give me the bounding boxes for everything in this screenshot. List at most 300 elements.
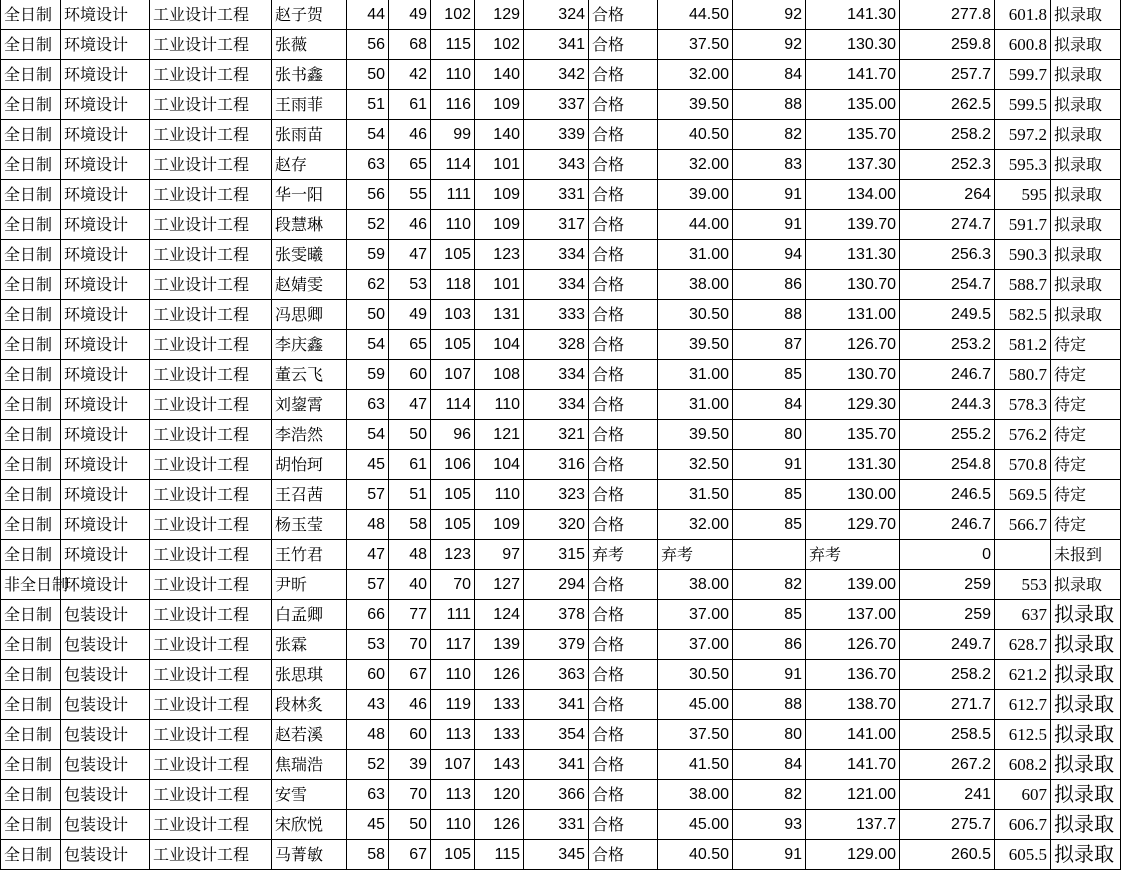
cell-major: 包装设计 — [61, 810, 150, 840]
cell-final-total: 637 — [995, 600, 1051, 630]
cell-discipline: 工业设计工程 — [150, 600, 272, 630]
cell-score-a: 37.00 — [658, 600, 733, 630]
cell-review-result: 合格 — [589, 510, 658, 540]
cell-score-2: 61 — [389, 450, 431, 480]
cell-name: 赵子贺 — [272, 0, 347, 30]
cell-score-2: 46 — [389, 210, 431, 240]
cell-score-3: 111 — [431, 180, 475, 210]
cell-score-c: 129.00 — [806, 840, 900, 870]
cell-name: 张霖 — [272, 630, 347, 660]
cell-score-1: 51 — [347, 90, 389, 120]
cell-score-4: 133 — [475, 720, 524, 750]
cell-initial-total: 320 — [524, 510, 589, 540]
cell-review-result: 合格 — [589, 570, 658, 600]
cell-study-mode: 全日制 — [1, 480, 61, 510]
cell-admission-status: 拟录取 — [1051, 840, 1121, 870]
cell-score-b: 85 — [733, 510, 806, 540]
cell-review-result: 合格 — [589, 810, 658, 840]
cell-score-3: 118 — [431, 270, 475, 300]
cell-score-3: 119 — [431, 690, 475, 720]
cell-review-result: 合格 — [589, 120, 658, 150]
cell-score-b: 91 — [733, 660, 806, 690]
cell-review-result: 合格 — [589, 600, 658, 630]
cell-score-2: 46 — [389, 690, 431, 720]
cell-score-1: 45 — [347, 450, 389, 480]
cell-score-a: 31.50 — [658, 480, 733, 510]
cell-score-4: 109 — [475, 180, 524, 210]
cell-admission-status: 拟录取 — [1051, 150, 1121, 180]
cell-score-c: 137.30 — [806, 150, 900, 180]
cell-retest-total: 267.2 — [900, 750, 995, 780]
cell-retest-total: 246.7 — [900, 360, 995, 390]
cell-score-b: 92 — [733, 30, 806, 60]
cell-major: 环境设计 — [61, 90, 150, 120]
cell-discipline: 工业设计工程 — [150, 90, 272, 120]
cell-admission-status: 待定 — [1051, 360, 1121, 390]
cell-name: 段林炙 — [272, 690, 347, 720]
table-row — [1, 60, 1121, 90]
cell-score-3: 115 — [431, 30, 475, 60]
cell-retest-total: 252.3 — [900, 150, 995, 180]
cell-score-c: 弃考 — [806, 540, 900, 570]
cell-major: 环境设计 — [61, 510, 150, 540]
cell-score-4: 133 — [475, 690, 524, 720]
cell-score-c: 131.30 — [806, 240, 900, 270]
cell-final-total: 595.3 — [995, 150, 1051, 180]
cell-name: 段慧琳 — [272, 210, 347, 240]
cell-admission-status: 拟录取 — [1051, 570, 1121, 600]
cell-score-c: 141.30 — [806, 0, 900, 30]
cell-score-1: 48 — [347, 720, 389, 750]
cell-major: 环境设计 — [61, 300, 150, 330]
cell-initial-total: 363 — [524, 660, 589, 690]
cell-initial-total: 334 — [524, 360, 589, 390]
cell-major: 环境设计 — [61, 360, 150, 390]
cell-score-3: 116 — [431, 90, 475, 120]
cell-score-4: 110 — [475, 390, 524, 420]
cell-initial-total: 321 — [524, 420, 589, 450]
cell-initial-total: 334 — [524, 240, 589, 270]
cell-discipline: 工业设计工程 — [150, 840, 272, 870]
cell-score-1: 56 — [347, 180, 389, 210]
cell-study-mode: 全日制 — [1, 660, 61, 690]
cell-score-2: 60 — [389, 360, 431, 390]
cell-admission-status: 拟录取 — [1051, 30, 1121, 60]
cell-score-4: 109 — [475, 90, 524, 120]
cell-score-1: 54 — [347, 120, 389, 150]
cell-score-4: 139 — [475, 630, 524, 660]
cell-discipline: 工业设计工程 — [150, 780, 272, 810]
cell-admission-status: 待定 — [1051, 480, 1121, 510]
cell-discipline: 工业设计工程 — [150, 270, 272, 300]
cell-name: 杨玉莹 — [272, 510, 347, 540]
table-row — [1, 120, 1121, 150]
cell-score-2: 42 — [389, 60, 431, 90]
cell-score-4: 140 — [475, 60, 524, 90]
cell-name: 焦瑞浩 — [272, 750, 347, 780]
cell-discipline: 工业设计工程 — [150, 480, 272, 510]
cell-admission-status: 拟录取 — [1051, 600, 1121, 630]
cell-score-b: 88 — [733, 690, 806, 720]
cell-final-total: 590.3 — [995, 240, 1051, 270]
cell-initial-total: 334 — [524, 270, 589, 300]
cell-name: 白孟卿 — [272, 600, 347, 630]
cell-name: 张雯曦 — [272, 240, 347, 270]
cell-score-3: 106 — [431, 450, 475, 480]
cell-study-mode: 全日制 — [1, 120, 61, 150]
cell-score-a: 38.00 — [658, 570, 733, 600]
cell-score-c: 126.70 — [806, 330, 900, 360]
cell-admission-status: 拟录取 — [1051, 720, 1121, 750]
cell-score-2: 49 — [389, 0, 431, 30]
cell-score-1: 56 — [347, 30, 389, 60]
cell-score-c: 137.7 — [806, 810, 900, 840]
cell-initial-total: 342 — [524, 60, 589, 90]
cell-final-total: 588.7 — [995, 270, 1051, 300]
cell-retest-total: 254.7 — [900, 270, 995, 300]
cell-retest-total: 275.7 — [900, 810, 995, 840]
cell-score-2: 70 — [389, 780, 431, 810]
table-row — [1, 480, 1121, 510]
cell-final-total: 566.7 — [995, 510, 1051, 540]
cell-score-3: 107 — [431, 360, 475, 390]
cell-discipline: 工业设计工程 — [150, 180, 272, 210]
table-row — [1, 300, 1121, 330]
cell-review-result: 合格 — [589, 300, 658, 330]
cell-discipline: 工业设计工程 — [150, 450, 272, 480]
cell-study-mode: 全日制 — [1, 540, 61, 570]
cell-final-total: 606.7 — [995, 810, 1051, 840]
cell-score-c: 141.70 — [806, 60, 900, 90]
cell-score-c: 141.70 — [806, 750, 900, 780]
cell-score-4: 124 — [475, 600, 524, 630]
cell-score-4: 121 — [475, 420, 524, 450]
cell-review-result: 弃考 — [589, 540, 658, 570]
cell-score-2: 53 — [389, 270, 431, 300]
cell-score-1: 43 — [347, 690, 389, 720]
cell-score-a: 37.50 — [658, 720, 733, 750]
cell-score-1: 48 — [347, 510, 389, 540]
cell-score-b: 94 — [733, 240, 806, 270]
cell-score-1: 47 — [347, 540, 389, 570]
cell-admission-status: 拟录取 — [1051, 690, 1121, 720]
cell-score-b: 91 — [733, 210, 806, 240]
cell-score-a: 39.00 — [658, 180, 733, 210]
cell-score-1: 57 — [347, 480, 389, 510]
cell-score-1: 50 — [347, 300, 389, 330]
cell-score-a: 39.50 — [658, 90, 733, 120]
cell-major: 环境设计 — [61, 240, 150, 270]
cell-major: 包装设计 — [61, 690, 150, 720]
cell-score-3: 110 — [431, 210, 475, 240]
cell-score-4: 120 — [475, 780, 524, 810]
cell-initial-total: 324 — [524, 0, 589, 30]
cell-study-mode: 全日制 — [1, 240, 61, 270]
cell-score-a: 30.50 — [658, 660, 733, 690]
cell-name: 张薇 — [272, 30, 347, 60]
cell-score-4: 115 — [475, 840, 524, 870]
cell-review-result: 合格 — [589, 840, 658, 870]
cell-discipline: 工业设计工程 — [150, 690, 272, 720]
cell-score-1: 66 — [347, 600, 389, 630]
cell-study-mode: 全日制 — [1, 210, 61, 240]
cell-score-3: 102 — [431, 0, 475, 30]
cell-final-total: 597.2 — [995, 120, 1051, 150]
cell-initial-total: 337 — [524, 90, 589, 120]
cell-review-result: 合格 — [589, 240, 658, 270]
cell-score-c: 130.30 — [806, 30, 900, 60]
cell-admission-status: 拟录取 — [1051, 90, 1121, 120]
cell-score-b: 82 — [733, 570, 806, 600]
table-row — [1, 780, 1121, 810]
cell-final-total: 591.7 — [995, 210, 1051, 240]
cell-score-c: 136.70 — [806, 660, 900, 690]
cell-review-result: 合格 — [589, 270, 658, 300]
cell-score-c: 134.00 — [806, 180, 900, 210]
cell-score-2: 68 — [389, 30, 431, 60]
cell-score-b: 84 — [733, 390, 806, 420]
cell-initial-total: 323 — [524, 480, 589, 510]
cell-retest-total: 254.8 — [900, 450, 995, 480]
table-row — [1, 360, 1121, 390]
cell-score-4: 127 — [475, 570, 524, 600]
cell-score-b: 82 — [733, 120, 806, 150]
cell-retest-total: 255.2 — [900, 420, 995, 450]
cell-score-3: 110 — [431, 660, 475, 690]
cell-score-b: 93 — [733, 810, 806, 840]
cell-score-a: 40.50 — [658, 840, 733, 870]
cell-score-c: 129.70 — [806, 510, 900, 540]
cell-name: 王竹君 — [272, 540, 347, 570]
cell-score-b: 86 — [733, 630, 806, 660]
cell-score-b: 82 — [733, 780, 806, 810]
cell-score-a: 32.00 — [658, 60, 733, 90]
cell-score-a: 弃考 — [658, 540, 733, 570]
cell-admission-status: 待定 — [1051, 510, 1121, 540]
cell-retest-total: 258.2 — [900, 660, 995, 690]
cell-score-3: 107 — [431, 750, 475, 780]
cell-study-mode: 非全日制 — [1, 570, 61, 600]
cell-score-c: 131.00 — [806, 300, 900, 330]
cell-name: 安雪 — [272, 780, 347, 810]
cell-score-1: 45 — [347, 810, 389, 840]
cell-score-2: 47 — [389, 240, 431, 270]
cell-score-1: 54 — [347, 420, 389, 450]
cell-score-c: 135.00 — [806, 90, 900, 120]
cell-admission-status: 待定 — [1051, 450, 1121, 480]
cell-study-mode: 全日制 — [1, 810, 61, 840]
cell-score-c: 135.70 — [806, 120, 900, 150]
cell-admission-status: 拟录取 — [1051, 120, 1121, 150]
cell-initial-total: 331 — [524, 810, 589, 840]
cell-study-mode: 全日制 — [1, 300, 61, 330]
cell-score-a: 40.50 — [658, 120, 733, 150]
cell-score-a: 38.00 — [658, 270, 733, 300]
cell-final-total: 607 — [995, 780, 1051, 810]
cell-discipline: 工业设计工程 — [150, 300, 272, 330]
cell-score-3: 114 — [431, 150, 475, 180]
cell-admission-status: 拟录取 — [1051, 270, 1121, 300]
cell-final-total: 599.5 — [995, 90, 1051, 120]
table-row — [1, 210, 1121, 240]
cell-score-2: 51 — [389, 480, 431, 510]
cell-retest-total: 258.2 — [900, 120, 995, 150]
cell-score-b: 84 — [733, 60, 806, 90]
cell-study-mode: 全日制 — [1, 750, 61, 780]
cell-admission-status: 拟录取 — [1051, 660, 1121, 690]
cell-final-total: 581.2 — [995, 330, 1051, 360]
cell-name: 李浩然 — [272, 420, 347, 450]
cell-retest-total: 271.7 — [900, 690, 995, 720]
cell-retest-total: 277.8 — [900, 0, 995, 30]
cell-retest-total: 262.5 — [900, 90, 995, 120]
cell-discipline: 工业设计工程 — [150, 330, 272, 360]
table-row — [1, 540, 1121, 570]
cell-score-1: 53 — [347, 630, 389, 660]
cell-score-b: 91 — [733, 840, 806, 870]
cell-score-3: 96 — [431, 420, 475, 450]
cell-review-result: 合格 — [589, 420, 658, 450]
cell-score-b: 88 — [733, 90, 806, 120]
cell-score-b: 88 — [733, 300, 806, 330]
cell-discipline: 工业设计工程 — [150, 810, 272, 840]
cell-major: 环境设计 — [61, 570, 150, 600]
cell-score-4: 104 — [475, 450, 524, 480]
cell-initial-total: 341 — [524, 690, 589, 720]
cell-admission-status: 待定 — [1051, 390, 1121, 420]
cell-score-2: 67 — [389, 840, 431, 870]
cell-score-1: 54 — [347, 330, 389, 360]
cell-discipline: 工业设计工程 — [150, 540, 272, 570]
cell-score-4: 143 — [475, 750, 524, 780]
cell-major: 环境设计 — [61, 330, 150, 360]
cell-major: 包装设计 — [61, 600, 150, 630]
cell-study-mode: 全日制 — [1, 150, 61, 180]
cell-review-result: 合格 — [589, 180, 658, 210]
cell-score-1: 62 — [347, 270, 389, 300]
cell-admission-status: 拟录取 — [1051, 210, 1121, 240]
cell-score-a: 31.00 — [658, 240, 733, 270]
cell-score-1: 63 — [347, 780, 389, 810]
cell-retest-total: 258.5 — [900, 720, 995, 750]
table-row — [1, 180, 1121, 210]
table-body — [1, 0, 1121, 870]
cell-score-4: 101 — [475, 150, 524, 180]
cell-final-total: 605.5 — [995, 840, 1051, 870]
cell-discipline: 工业设计工程 — [150, 750, 272, 780]
cell-study-mode: 全日制 — [1, 180, 61, 210]
cell-score-3: 103 — [431, 300, 475, 330]
cell-initial-total: 366 — [524, 780, 589, 810]
cell-study-mode: 全日制 — [1, 600, 61, 630]
cell-score-2: 48 — [389, 540, 431, 570]
cell-admission-status: 未报到 — [1051, 540, 1121, 570]
cell-score-4: 126 — [475, 660, 524, 690]
cell-score-a: 32.00 — [658, 150, 733, 180]
cell-score-c: 139.00 — [806, 570, 900, 600]
cell-study-mode: 全日制 — [1, 420, 61, 450]
cell-name: 李庆鑫 — [272, 330, 347, 360]
cell-score-b: 92 — [733, 0, 806, 30]
cell-major: 环境设计 — [61, 30, 150, 60]
cell-score-c: 137.00 — [806, 600, 900, 630]
table-row — [1, 450, 1121, 480]
cell-major: 环境设计 — [61, 60, 150, 90]
cell-retest-total: 246.5 — [900, 480, 995, 510]
cell-discipline: 工业设计工程 — [150, 360, 272, 390]
cell-discipline: 工业设计工程 — [150, 660, 272, 690]
cell-major: 环境设计 — [61, 210, 150, 240]
cell-score-b: 80 — [733, 420, 806, 450]
cell-name: 赵若溪 — [272, 720, 347, 750]
cell-initial-total: 343 — [524, 150, 589, 180]
cell-score-1: 57 — [347, 570, 389, 600]
cell-review-result: 合格 — [589, 450, 658, 480]
cell-score-3: 114 — [431, 390, 475, 420]
cell-final-total: 582.5 — [995, 300, 1051, 330]
cell-discipline: 工业设计工程 — [150, 390, 272, 420]
table-row — [1, 630, 1121, 660]
cell-score-1: 59 — [347, 240, 389, 270]
cell-initial-total: 328 — [524, 330, 589, 360]
cell-review-result: 合格 — [589, 720, 658, 750]
cell-score-3: 99 — [431, 120, 475, 150]
cell-score-2: 61 — [389, 90, 431, 120]
cell-name: 马菁敏 — [272, 840, 347, 870]
cell-discipline: 工业设计工程 — [150, 120, 272, 150]
cell-retest-total: 249.5 — [900, 300, 995, 330]
cell-score-c: 141.00 — [806, 720, 900, 750]
cell-admission-status: 待定 — [1051, 330, 1121, 360]
cell-review-result: 合格 — [589, 480, 658, 510]
cell-score-c: 130.70 — [806, 270, 900, 300]
cell-score-1: 58 — [347, 840, 389, 870]
cell-major: 包装设计 — [61, 660, 150, 690]
cell-review-result: 合格 — [589, 780, 658, 810]
cell-score-a: 32.50 — [658, 450, 733, 480]
cell-retest-total: 259.8 — [900, 30, 995, 60]
cell-retest-total: 264 — [900, 180, 995, 210]
cell-name: 华一阳 — [272, 180, 347, 210]
cell-final-total: 576.2 — [995, 420, 1051, 450]
cell-initial-total: 354 — [524, 720, 589, 750]
cell-score-3: 110 — [431, 810, 475, 840]
cell-review-result: 合格 — [589, 360, 658, 390]
table-row — [1, 90, 1121, 120]
cell-name: 赵婧雯 — [272, 270, 347, 300]
cell-score-a: 37.00 — [658, 630, 733, 660]
cell-score-3: 105 — [431, 480, 475, 510]
cell-score-4: 97 — [475, 540, 524, 570]
cell-retest-total: 259 — [900, 570, 995, 600]
cell-name: 刘鋆霄 — [272, 390, 347, 420]
cell-score-a: 45.00 — [658, 810, 733, 840]
cell-score-b: 86 — [733, 270, 806, 300]
cell-final-total — [995, 540, 1051, 570]
cell-score-a: 31.00 — [658, 360, 733, 390]
cell-initial-total: 379 — [524, 630, 589, 660]
table-row — [1, 240, 1121, 270]
cell-study-mode: 全日制 — [1, 30, 61, 60]
cell-score-2: 46 — [389, 120, 431, 150]
cell-initial-total: 345 — [524, 840, 589, 870]
cell-name: 董云飞 — [272, 360, 347, 390]
cell-score-3: 111 — [431, 600, 475, 630]
table-row — [1, 660, 1121, 690]
cell-initial-total: 317 — [524, 210, 589, 240]
cell-retest-total: 253.2 — [900, 330, 995, 360]
cell-study-mode: 全日制 — [1, 330, 61, 360]
